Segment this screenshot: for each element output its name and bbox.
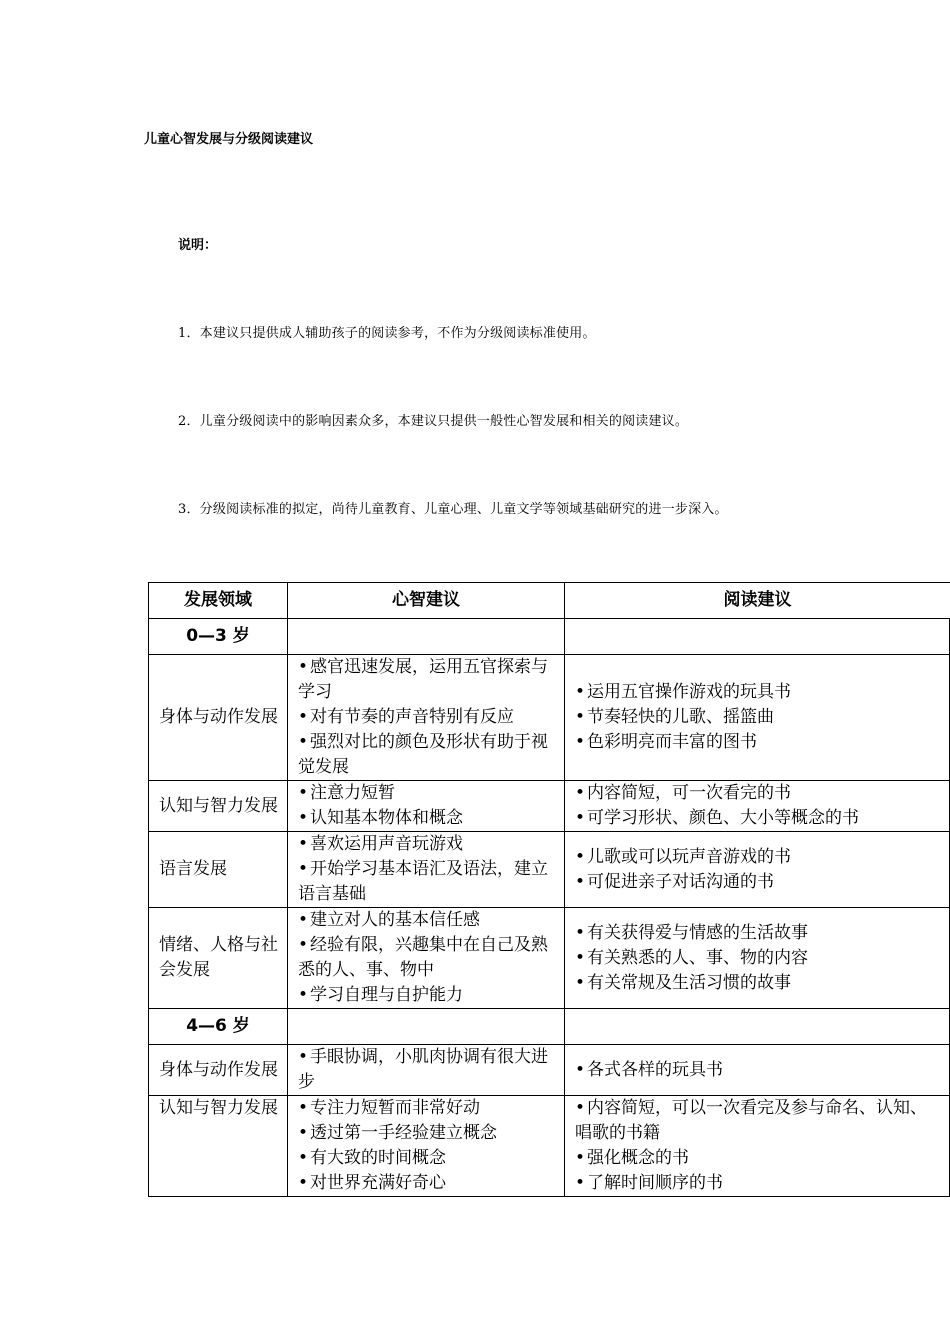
age-group-row [149, 619, 950, 655]
header-mind: 心智建议 [288, 583, 565, 619]
notes-heading: 说明： [178, 238, 218, 253]
reading-item: • 强化概念的书 [575, 1146, 941, 1171]
reading-cell [565, 1045, 950, 1096]
mind-item: • 经验有限，兴趣集中在自己及熟悉的人、事、物中 [298, 933, 556, 983]
reading-item: • 可促进亲子对话沟通的书 [575, 870, 941, 895]
reading-cell [565, 1096, 950, 1197]
document-title: 儿童心智发展与分级阅读建议 [144, 132, 314, 147]
mind-item: • 喜欢运用声音玩游戏 [298, 832, 556, 857]
empty-cell [288, 1009, 565, 1045]
mind-item: • 对世界充满好奇心 [298, 1171, 556, 1196]
header-reading: 阅读建议 [565, 583, 950, 619]
development-reading-table [148, 582, 950, 1197]
table-row [149, 781, 950, 832]
domain-cell: 身体与动作发展 [149, 1045, 288, 1096]
mind-item: • 对有节奏的声音特别有反应 [298, 705, 556, 730]
mind-item: • 强烈对比的颜色及形状有助于视觉发展 [298, 730, 556, 780]
table-row [149, 1045, 950, 1096]
age-group-row [149, 1009, 950, 1045]
domain-cell: 认知与智力发展 [149, 1096, 288, 1197]
reading-item: • 节奏轻快的儿歌、摇篮曲 [575, 705, 941, 730]
age-group-label: 4—6 岁 [149, 1009, 288, 1045]
mind-cell [288, 1045, 565, 1096]
age-group-label: 0—3 岁 [149, 619, 288, 655]
reading-item: • 内容简短，可一次看完的书 [575, 781, 941, 806]
header-domain: 发展领域 [149, 583, 288, 619]
domain-cell: 语言发展 [149, 832, 288, 908]
reading-cell [565, 832, 950, 908]
reading-item: • 有关常规及生活习惯的故事 [575, 971, 941, 996]
mind-item: • 注意力短暂 [298, 781, 556, 806]
mind-cell [288, 1096, 565, 1197]
empty-cell [288, 619, 565, 655]
empty-cell [565, 619, 950, 655]
mind-item: • 透过第一手经验建立概念 [298, 1121, 556, 1146]
note-item-1: 1．本建议只提供成人辅助孩子的阅读参考，不作为分级阅读标准使用。 [178, 326, 596, 341]
mind-item: • 手眼协调，小肌肉协调有很大进步 [298, 1045, 556, 1095]
reading-item: • 有关熟悉的人、事、物的内容 [575, 946, 941, 971]
reading-item: • 各式各样的玩具书 [575, 1058, 941, 1083]
reading-item: • 色彩明亮而丰富的图书 [575, 730, 941, 755]
domain-cell: 身体与动作发展 [149, 655, 288, 781]
mind-item: • 专注力短暂而非常好动 [298, 1096, 556, 1121]
reading-item: • 内容简短，可以一次看完及参与命名、认知、唱歌的书籍 [575, 1096, 941, 1146]
mind-item: • 学习自理与自护能力 [298, 983, 556, 1008]
reading-cell [565, 781, 950, 832]
reading-item: • 儿歌或可以玩声音游戏的书 [575, 845, 941, 870]
mind-cell [288, 781, 565, 832]
table-row [149, 655, 950, 781]
mind-item: • 有大致的时间概念 [298, 1146, 556, 1171]
table-row [149, 908, 950, 1009]
reading-item: • 有关获得爱与情感的生活故事 [575, 921, 941, 946]
mind-item: • 开始学习基本语汇及语法，建立语言基础 [298, 857, 556, 907]
empty-cell [565, 1009, 950, 1045]
reading-item: • 可学习形状、颜色、大小等概念的书 [575, 806, 941, 831]
reading-cell [565, 655, 950, 781]
table-header-row [149, 583, 950, 619]
mind-cell [288, 908, 565, 1009]
domain-cell: 认知与智力发展 [149, 781, 288, 832]
table-row [149, 832, 950, 908]
reading-item: • 运用五官操作游戏的玩具书 [575, 680, 941, 705]
mind-item: • 认知基本物体和概念 [298, 806, 556, 831]
mind-cell [288, 832, 565, 908]
note-item-2: 2．儿童分级阅读中的影响因素众多，本建议只提供一般性心智发展和相关的阅读建议。 [178, 414, 689, 429]
note-item-3: 3．分级阅读标准的拟定，尚待儿童教育、儿童心理、儿童文学等领域基础研究的进一步深入。 [178, 502, 728, 517]
mind-cell [288, 655, 565, 781]
table-row [149, 1096, 950, 1197]
domain-cell: 情绪、人格与社会发展 [149, 908, 288, 1009]
reading-cell [565, 908, 950, 1009]
mind-item: • 建立对人的基本信任感 [298, 908, 556, 933]
mind-item: • 感官迅速发展，运用五官探索与学习 [298, 655, 556, 705]
reading-item: • 了解时间顺序的书 [575, 1171, 941, 1196]
